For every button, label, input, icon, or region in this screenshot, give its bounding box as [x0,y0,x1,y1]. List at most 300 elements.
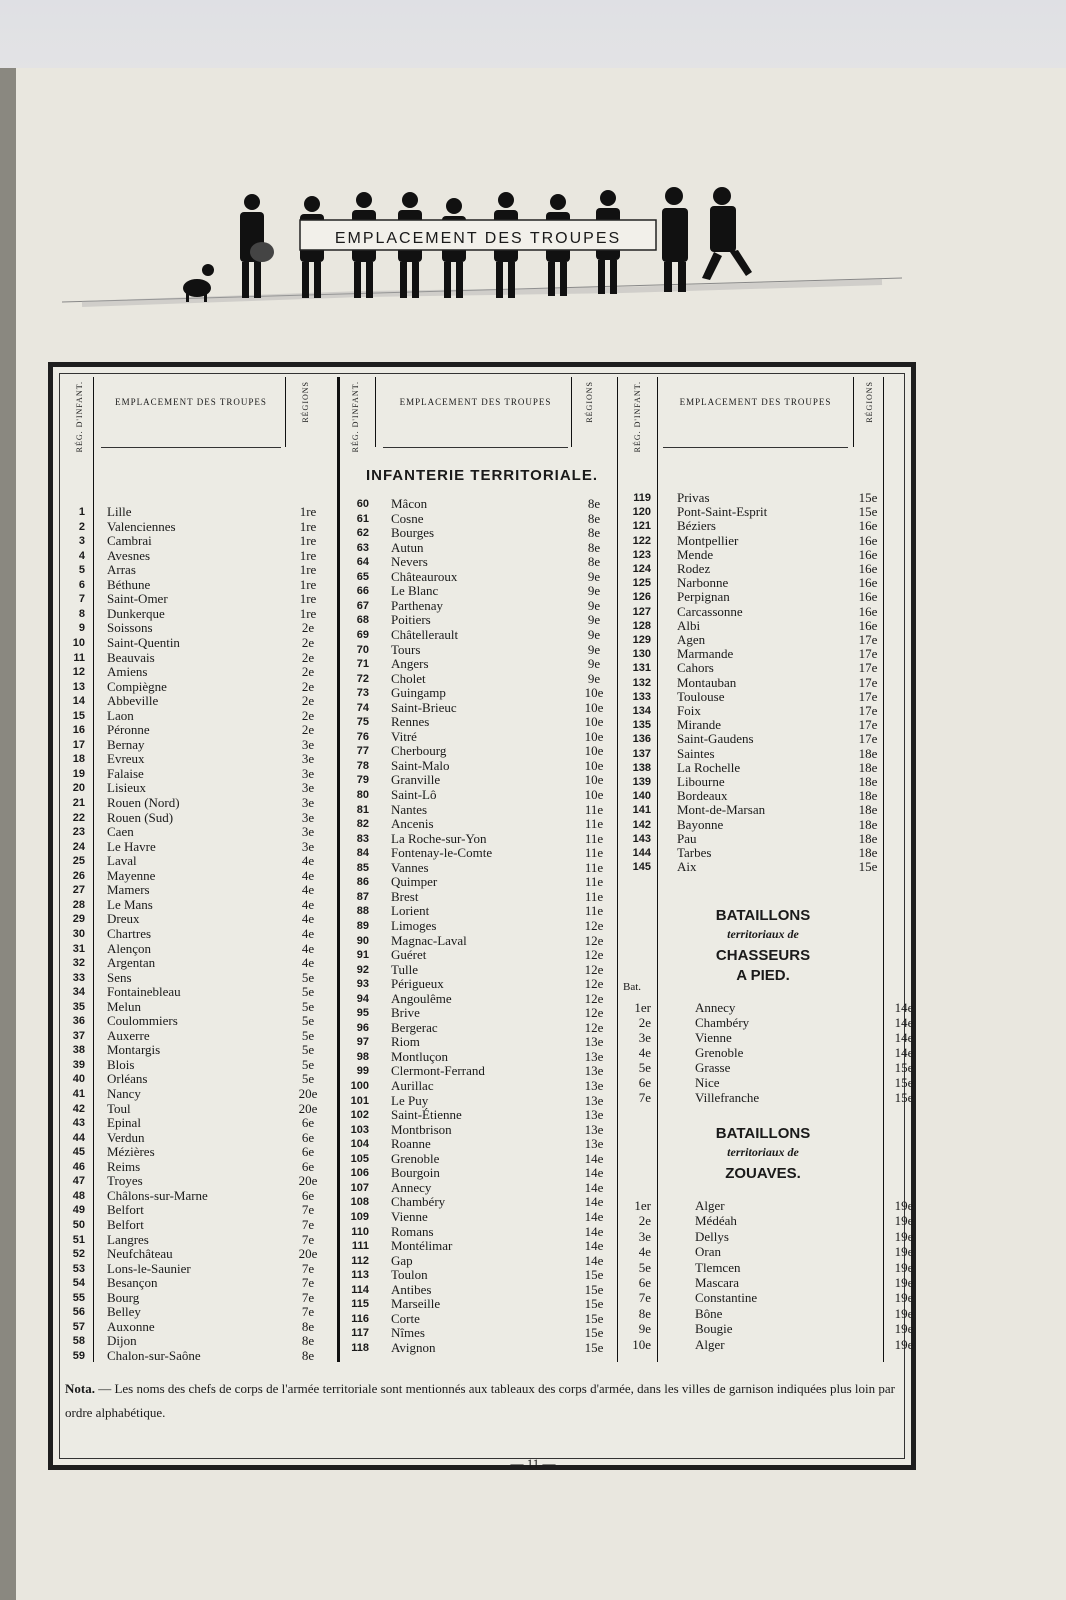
region-value: 11e [584,888,604,904]
garrison-name: Montpellier [677,532,739,548]
region-value: 7e [301,1260,315,1276]
reg-number: 56 [72,1306,85,1319]
reg-number: 24 [72,840,85,853]
garrison-name: Guingamp [391,685,446,701]
reg-number: 50 [72,1218,85,1231]
garrison-name: Limoges [391,917,437,933]
garrison-name: Belfort [107,1216,144,1232]
garrison-name: Angoulême [391,990,452,1006]
region-value: 3e [301,809,315,825]
garrison-name: Besançon [107,1275,158,1291]
reg-number: 133 [632,690,651,703]
region-value: 19e [894,1336,914,1352]
reg-number: 100 [350,1080,369,1092]
garrison-name: Saint-Étienne [391,1107,462,1123]
garrison-name: Toul [107,1100,131,1116]
garrison-name: Alger [695,1198,725,1213]
reg-number: 94 [356,992,369,1005]
garrison-name: Privas [677,490,710,505]
region-value: 14e [584,1208,604,1224]
garrison-name: La Rochelle [677,759,741,775]
region-value: 3e [301,795,315,810]
region-value: 5e [301,1013,315,1029]
garrison-name: Mascara [695,1275,740,1290]
garrison-name: Cholet [391,670,426,686]
garrison-name: Péronne [107,722,150,738]
region-value: 11e [584,845,604,861]
garrison-name: Verdun [107,1129,145,1145]
reg-number: 109 [350,1210,369,1223]
garrison-name: Orléans [107,1071,148,1087]
garrison-name: Vitré [391,728,417,744]
garrison-name: Marmande [677,646,734,662]
garrison-name: Pau [677,830,697,846]
region-value: 11e [584,830,604,846]
garrison-name: Montauban [677,674,737,690]
reg-number: 123 [632,548,651,561]
reg-number: 110 [351,1225,369,1238]
garrison-name: Mont-de-Marsan [677,802,766,818]
reg-number: 16 [72,724,85,737]
garrison-name: Dijon [107,1333,137,1349]
region-value: 19e [894,1198,914,1213]
reg-number: 70 [356,643,369,656]
garrison-name: Coulommiers [107,1013,178,1029]
garrison-name: Roanne [391,1136,431,1152]
garrison-name: Le Blanc [391,583,439,599]
garrison-name: Clermont-Ferrand [391,1063,485,1079]
battalion-number: 1er [634,1198,651,1213]
region-value: 13e [584,1107,604,1123]
reg-number: 34 [72,986,85,999]
region-value: 15e [584,1339,604,1355]
garrison-name: Montélimar [391,1238,453,1254]
reg-number: 52 [72,1248,85,1261]
reg-number: 38 [72,1044,85,1057]
region-value: 8e [301,1318,315,1334]
reg-number: 102 [350,1109,369,1122]
nota-label: Nota. [65,1381,95,1396]
reg-number: 141 [632,804,651,817]
region-value: 14e [584,1165,604,1181]
region-value: 3e [301,824,315,840]
garrison-name: Brest [391,888,419,904]
region-value: 15e [584,1325,604,1341]
region-value: 19e [894,1244,914,1260]
reg-number: 136 [632,733,651,746]
region-value: 3e [301,780,315,796]
region-value: 18e [858,816,878,832]
region-value: 14e [584,1194,604,1210]
garrison-name: Romans [391,1223,434,1239]
reg-number: 98 [356,1050,369,1063]
region-value: 1re [299,605,317,621]
region-value: 10e [584,699,604,715]
region-value: 2e [301,722,315,738]
region-value: 13e [584,1092,604,1108]
reg-number: 104 [350,1138,369,1151]
battalion-number: 2e [638,1015,651,1030]
region-value: 14e [584,1238,604,1254]
reg-number: 18 [72,753,85,766]
reg-number: 31 [72,942,85,955]
zouaves-heading-3: ZOUAVES. [725,1165,801,1182]
garrison-name: Fontenay-le-Comte [391,845,493,861]
reg-number: 23 [72,826,85,839]
region-value: 13e [584,1136,604,1152]
battalion-number: 7e [638,1090,651,1105]
garrison-name: Montargis [107,1042,161,1058]
battalion-number: 8e [638,1305,651,1321]
garrison-name: Vienne [695,1030,732,1045]
region-value: 6e [301,1144,315,1160]
reg-number: 41 [72,1088,85,1100]
region-value: 7e [301,1231,315,1247]
region-value: 4e [301,882,315,898]
header-illustration [62,182,902,322]
garrison-name: Saintes [677,745,715,761]
battalion-number: 6e [638,1275,651,1290]
reg-number: 143 [632,832,651,845]
section-title-infanterie: INFANTERIE TERRITORIALE. [365,467,599,484]
reg-number: 127 [632,605,651,618]
region-value: 15e [858,490,878,505]
garrison-name: Belfort [107,1202,144,1218]
garrison-name: Angers [391,656,429,672]
region-value: 14e [894,1030,914,1045]
divider [657,377,658,1362]
region-value: 18e [858,802,878,818]
region-value: 19e [894,1275,914,1290]
region-value: 15e [858,504,878,520]
region-value: 2e [301,678,315,694]
region-value: 11e [584,874,604,890]
region-value: 1re [299,591,317,607]
region-value: 17e [858,646,878,662]
divider [337,377,340,1362]
garrison-name: Périgueux [391,976,444,992]
garrison-name: Annecy [391,1179,432,1195]
reg-number: 105 [350,1152,369,1165]
region-value: 20e [298,1100,318,1116]
garrison-name: Rouen (Nord) [107,795,180,810]
region-value: 16e [858,617,878,633]
region-value: 10e [584,743,604,759]
garrison-name: Lons-le-Saunier [107,1260,191,1276]
reg-number: 39 [72,1058,85,1071]
reg-number: 95 [356,1007,369,1020]
region-value: 11e [584,801,604,817]
reg-number: 3 [78,535,85,548]
region-value: 3e [301,838,315,854]
reg-number: 117 [351,1327,369,1340]
garrison-name: Bordeaux [677,788,728,804]
region-value: 15e [584,1310,604,1326]
reg-number: 42 [72,1102,85,1115]
reg-number: 58 [72,1335,85,1348]
garrison-name: Béziers [677,518,716,534]
garrison-name: Sens [107,969,132,985]
region-value: 1re [299,518,317,534]
reg-number: 55 [72,1291,85,1304]
hdr-emplacement-1: EMPLACEMENT DES TROUPES [101,377,281,448]
region-value: 15e [584,1281,604,1297]
garrison-name: Tlemcen [695,1259,741,1275]
garrison-name: Médéah [695,1213,737,1229]
reg-number: 1 [78,506,85,518]
garrison-name: Nîmes [391,1325,425,1341]
battalion-number: 1er [634,1000,651,1015]
garrison-name: Cherbourg [391,743,447,759]
garrison-name: Montluçon [391,1048,449,1064]
region-value: 7e [301,1216,315,1232]
reg-number: 128 [632,619,651,632]
region-value: 4e [301,955,315,971]
garrison-name: Dunkerque [107,605,165,621]
garrison-name: Falaise [107,765,144,781]
garrison-name: Saint-Brieuc [391,699,457,715]
garrison-name: Epinal [107,1115,141,1131]
region-value: 4e [301,911,315,927]
region-value: 16e [858,561,878,576]
region-value: 15e [584,1296,604,1312]
garrison-name: Tours [391,641,421,657]
reg-number: 122 [632,534,651,547]
garrison-name: Saint-Omer [107,591,168,607]
garrison-name: Melun [107,998,141,1014]
reg-number: 73 [356,687,369,700]
garrison-name: Caen [107,824,134,840]
garrison-name: Saint-Lô [391,787,437,802]
region-value: 9e [587,597,601,613]
hdr-emplacement-2: EMPLACEMENT DES TROUPES [383,377,568,448]
region-value: 12e [584,947,604,963]
garrison-name: Vannes [391,859,429,875]
region-value: 5e [301,1071,315,1087]
divider [853,377,854,447]
reg-number: 35 [72,1000,85,1013]
chasseurs-heading-3: CHASSEURS [715,947,811,964]
region-value: 5e [301,969,315,985]
garrison-name: Auxerre [107,1027,150,1043]
region-value: 3e [301,736,315,752]
region-value: 8e [301,1347,315,1363]
battalion-number: 10e [632,1336,651,1352]
garrison-name: Dreux [107,911,140,927]
reg-number: 33 [72,971,85,984]
region-value: 20e [298,1246,318,1262]
reg-number: 107 [350,1181,369,1194]
reg-number: 67 [356,599,369,612]
garrison-name: Bergerac [391,1019,438,1035]
garrison-name: Quimper [391,874,438,890]
region-value: 12e [584,1019,604,1035]
region-value: 12e [584,932,604,948]
reg-number: 96 [356,1021,369,1034]
reg-number: 32 [72,957,85,970]
region-value: 5e [301,998,315,1014]
page-edge [0,68,16,1600]
reg-number: 49 [72,1204,85,1217]
reg-number: 37 [72,1029,85,1042]
garrison-name: Brive [391,1005,420,1021]
reg-number: 125 [632,577,651,590]
reg-number: 114 [351,1283,369,1296]
reg-number: 30 [72,927,85,940]
region-value: 14e [894,1045,914,1060]
reg-number: 59 [72,1349,85,1362]
region-value: 17e [858,674,878,690]
garrison-name: Narbonne [677,575,729,591]
reg-number: 101 [350,1094,369,1107]
region-value: 13e [584,1063,604,1079]
reg-number: 26 [72,869,85,882]
region-value: 19e [894,1321,914,1337]
reg-number: 13 [72,680,85,693]
reg-number: 19 [72,767,85,780]
reg-number: 43 [72,1117,85,1130]
garrison-name: Le Puy [391,1092,429,1108]
region-value: 2e [301,649,315,665]
battalion-number: 4e [638,1045,651,1060]
region-value: 2e [301,664,315,680]
garrison-name: Antibes [391,1281,432,1297]
hdr-reg-infant-2: RÉG. D'INFANT. [351,381,360,453]
zouaves-heading-2: territoriaux de [727,1145,799,1159]
region-value: 14e [584,1179,604,1195]
reg-number: 22 [72,811,85,824]
garrison-name: Saint-Quentin [107,634,180,650]
region-value: 17e [858,717,878,733]
region-value: 7e [301,1275,315,1291]
garrison-name: Nice [695,1075,720,1090]
region-value: 17e [858,703,878,718]
reg-number: 84 [356,847,369,860]
reg-number: 112 [351,1254,369,1267]
garrison-name: Troyes [107,1173,143,1189]
reg-number: 92 [356,963,369,976]
reg-number: 15 [72,709,85,722]
garrison-name: Lorient [391,903,430,919]
reg-number: 132 [632,676,651,689]
reg-number: 103 [350,1123,369,1136]
region-value: 11e [584,859,604,875]
garrison-name: Rodez [677,561,711,576]
region-value: 4e [301,925,315,941]
region-value: 18e [858,788,878,804]
reg-number: 116 [351,1312,369,1325]
region-value: 18e [858,759,878,775]
region-value: 3e [301,765,315,781]
hdr-regions-1: RÉGIONS [301,381,310,423]
region-value: 10e [584,685,604,701]
reg-number: 111 [351,1240,369,1253]
region-value: 15e [894,1060,914,1075]
garrison-name: Laon [107,707,134,723]
region-value: 3e [301,751,315,767]
garrison-name: Montbrison [391,1121,452,1137]
reg-number: 28 [72,898,85,911]
region-value: 13e [584,1078,604,1093]
reg-number: 25 [72,855,85,868]
reg-number: 65 [356,570,369,583]
garrison-name: Auxonne [107,1318,155,1334]
reg-number: 126 [632,591,651,604]
nota-text: — Les noms des chefs de corps de l'armée territoriale sont mentionnés aux tableaux des corps d'armée, dans les villes de garnison indiquées plus loin par ordre alphabétique. [65,1381,895,1420]
garrison-name: Guéret [391,947,427,963]
garrison-name: Aurillac [391,1078,434,1093]
region-value: 10e [584,728,604,744]
garrison-name: Chambéry [695,1015,750,1030]
garrison-name: Annecy [695,1000,736,1015]
reg-number: 5 [78,564,85,577]
chasseurs-heading-2: territoriaux de [727,927,799,941]
region-value: 4e [301,896,315,912]
reg-number: 29 [72,913,85,926]
reg-number: 62 [356,527,369,540]
hdr-reg-infant-3: RÉG. D'INFANT. [633,381,642,453]
garrison-name: Vienne [391,1208,428,1224]
region-value: 18e [858,745,878,761]
reg-number: 145 [632,861,651,874]
region-value: 14e [584,1150,604,1166]
garrison-name: Libourne [677,774,725,789]
reg-number: 75 [356,716,369,729]
reg-number: 78 [356,759,369,772]
region-value: 2e [301,693,315,709]
garrison-name: Châtellerault [391,626,459,642]
garrison-name: Saint-Gaudens [677,731,754,747]
garrison-name: Le Mans [107,896,153,912]
reg-number: 60 [356,498,369,510]
reg-number: 106 [350,1167,369,1180]
garrison-name: Cahors [677,660,714,676]
reg-number: 87 [356,890,369,903]
garrison-name: Granville [391,772,441,788]
reg-number: 51 [72,1233,85,1246]
garrison-name: Nantes [391,801,428,817]
region-value: 15e [894,1090,914,1105]
reg-number: 121 [632,520,651,533]
reg-number: 137 [632,747,651,760]
garrison-name: Carcassonne [677,603,743,619]
reg-number: 90 [356,934,369,947]
garrison-name: Valenciennes [107,518,176,534]
garrison-name: La Roche-sur-Yon [391,830,487,846]
garrison-name: Avignon [391,1339,436,1355]
battalion-number: 6e [638,1075,651,1090]
reg-number: 99 [356,1065,369,1078]
divider [93,377,94,1362]
region-value: 5e [301,984,315,1000]
region-value: 1re [299,547,317,563]
reg-number: 44 [72,1131,85,1144]
region-value: 16e [858,518,878,534]
garrison-name: Rouen (Sud) [107,809,174,825]
garrison-name: Argentan [107,955,156,971]
garrison-name: Tulle [391,961,418,977]
reg-number: 64 [356,556,369,569]
reg-number: 4 [78,549,85,562]
garrison-name: Béthune [107,576,151,592]
reg-number: 144 [632,847,651,859]
reg-number: 17 [72,738,85,751]
garrison-name: Constantine [695,1290,758,1306]
reg-number: 97 [356,1036,369,1049]
garrison-name: Perpignan [677,589,730,605]
region-value: 13e [584,1034,604,1050]
nota-paragraph [65,1377,905,1425]
